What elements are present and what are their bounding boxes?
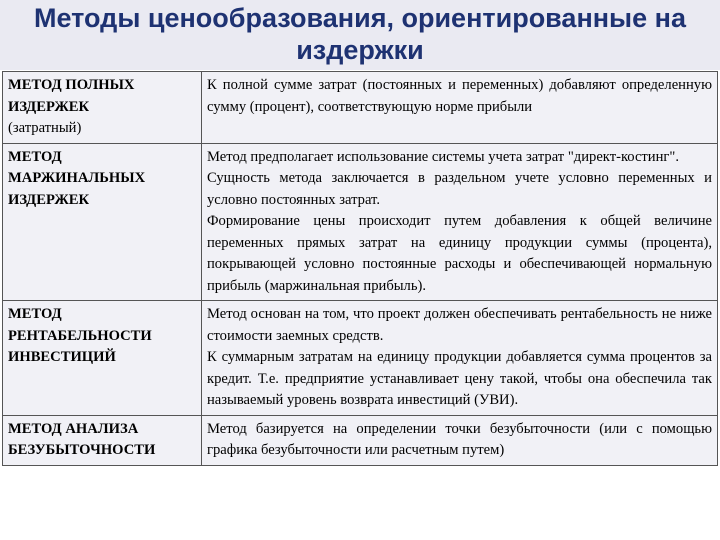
method-name-line: ИЗДЕРЖЕК	[8, 98, 90, 115]
method-name-line: МЕТОД	[8, 148, 62, 165]
method-name-line: ИНВЕСТИЦИЙ	[8, 349, 116, 365]
slide-title-line-1: Методы ценообразования, ориентированные на	[34, 3, 686, 33]
method-name-cell	[3, 72, 202, 144]
method-name-cell	[3, 143, 202, 301]
method-name-cell	[3, 415, 202, 465]
pricing-methods-table	[2, 71, 718, 466]
method-description-p2: К суммарным затратам на единицу продукции добавляется сумма процентов за кредит. Т.е. предприятие устанавливает цену такой, чтобы она обеспечила так называемый уровень возврата инвестиций (УВИ).	[207, 349, 712, 408]
table-row-full-costs	[3, 72, 718, 144]
method-description-p2: Сущность метода заключается в раздельном учете условно переменных и условно постоянных затрат.	[207, 170, 712, 208]
table-row-marginal-costs	[3, 143, 718, 301]
method-description-cell	[202, 415, 718, 465]
method-name-line: РЕНТАБЕЛЬНОСТИ	[8, 327, 152, 344]
table-row-break-even	[3, 415, 718, 465]
method-name-line: МЕТОД ПОЛНЫХ	[8, 77, 135, 93]
method-description-cell	[202, 143, 718, 301]
method-name-line: ИЗДЕРЖЕК	[8, 191, 90, 208]
method-description-cell	[202, 301, 718, 416]
slide-title	[0, 2, 720, 66]
method-description-p3: Формирование цены происходит путем добавления к общей величине переменных прямых затрат на единицу продукции суммы (процента), покрывающей условно постоянные расходы и обеспечивающей нормальную прибыль (маржинальная прибыль).	[207, 213, 712, 294]
method-description-p1: Метод предполагает использование системы учета затрат "директ-костинг".	[207, 148, 680, 165]
method-name-line: БЕЗУБЫТОЧНОСТИ	[8, 442, 156, 458]
method-description-p1: Метод основан на том, что проект должен обеспечивать рентабельность не ниже стоимости заемных средств.	[207, 306, 712, 344]
method-name-cell	[3, 301, 202, 416]
method-description: К полной сумме затрат (постоянных и переменных) добавляют определенную сумму (процент), соответствующую норме прибыли	[207, 77, 712, 115]
method-name-line: МАРЖИНАЛЬНЫХ	[8, 170, 146, 186]
method-name-line: МЕТОД АНАЛИЗА	[8, 420, 139, 437]
method-description-cell	[202, 72, 718, 144]
method-description: Метод базируется на определении точки безубыточности (или с помощью графика безубыточности или расчетным путем)	[207, 420, 712, 458]
method-name-subtitle: (затратный)	[8, 120, 82, 136]
table-row-return-on-investment	[3, 301, 718, 416]
slide-title-line-2: издержки	[296, 35, 424, 65]
method-name-line: МЕТОД	[8, 306, 62, 322]
